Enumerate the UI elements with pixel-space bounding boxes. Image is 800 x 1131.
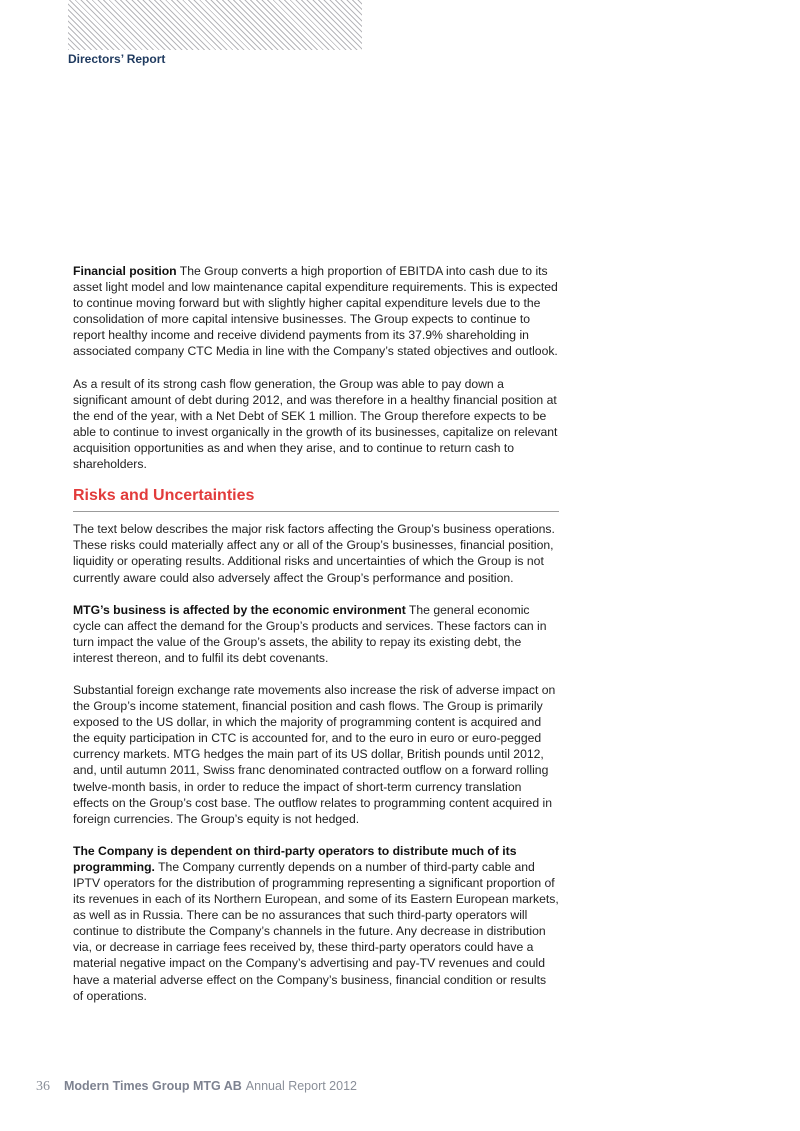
third-party-operators-text: The Company currently depends on a number of third-party cable and IPTV operators for the distribution of programming representing a significant proportion of its revenues in each of its Northern European, and some of its Eastern European markets, as well as in Russia. There can be no assurances that such third-party operators will continue to distribute the Company’s channels in the future. Any decrease in distribution via, or decrease in carriage fees received by, these third-party operators could have a material negative impact on the Company’s advertising and pay-TV revenues and could have a material adverse effect on the Company’s business, financial condition or results of operations. [73, 859, 559, 1003]
financial-position-paragraph [73, 263, 559, 360]
foreign-exchange-paragraph: Substantial foreign exchange rate movements also increase the risk of adverse impact on the Group’s income statement, financial position and cash flows. The Group is primarily exposed to the US dollar, in which the majority of programming content is acquired and the equity participation in CTC is accounted for, and to the euro in euro or euro-pegged currency markets. MTG hedges the main part of its US dollar, British pounds until 2012, and, until autumn 2011, Swiss franc denominated contracted outflow on a forward rolling twelve-month basis, in order to reduce the impact of short-term currency translation effects on the Group’s cost base. The outflow relates to programming content acquired in foreign currencies. The Group’s equity is not hedged. [73, 682, 556, 826]
financial-position-text: The Group converts a high proportion of EBITDA into cash due to its asset light model and low maintenance capital expenditure requirements. This is expected to continue moving forward but with slightly higher capital expenditure levels due to the consolidation of more capital intensive businesses. The Group expects to continue to report healthy income and receive dividend payments from its 37.9% shareholding in associated company CTC Media in line with the Company’s stated objectives and outlook. [73, 264, 558, 359]
risks-intro-paragraph: The text below describes the major risk factors affecting the Group’s business operations. These risks could materially affect any or all of the Group’s businesses, financial position, liquidity or operating results. Additional risks and uncertainties of which the Group is not currently aware could also adversely affect the Group’s performance and position. [73, 522, 555, 585]
economic-environment-lead: MTG’s business is affected by the economic environment [73, 602, 406, 617]
third-party-operators-lead: The Company is dependent on third-party operators to distribute much of its programming. [73, 843, 517, 874]
page-footer [36, 1079, 357, 1095]
page-number: 36 [36, 1079, 50, 1094]
footer-report-title: Annual Report 2012 [245, 1079, 357, 1093]
risks-heading: Risks and Uncertainties [73, 487, 255, 505]
cash-flow-paragraph: As a result of its strong cash flow generation, the Group was able to pay down a significant amount of debt during 2012, and was therefore in a healthy financial position at the end of the year, with a Net Debt of SEK 1 million. The Group therefore expects to be able to continue to invest organically in the growth of its businesses, capitalize on relevant acquisition opportunities as and when they arise, and to continue to return cash to shareholders. [73, 376, 558, 472]
header-hatch-pattern [68, 0, 362, 50]
report-body [73, 263, 559, 1020]
section-label: Directors’ Report [68, 52, 166, 66]
financial-position-lead: Financial position [73, 264, 177, 278]
footer-company: Modern Times Group MTG AB [64, 1079, 242, 1093]
economic-environment-paragraph [73, 602, 559, 666]
economic-environment-text: The general economic cycle can affect the demand for the Group’s products and services. These factors can in turn impact the value of the Group’s assets, the ability to repay its existing debt, the interest thereon, and to fulfil its debt covenants. [73, 602, 547, 665]
third-party-operators-paragraph [73, 843, 559, 1004]
heading-divider [73, 511, 559, 512]
